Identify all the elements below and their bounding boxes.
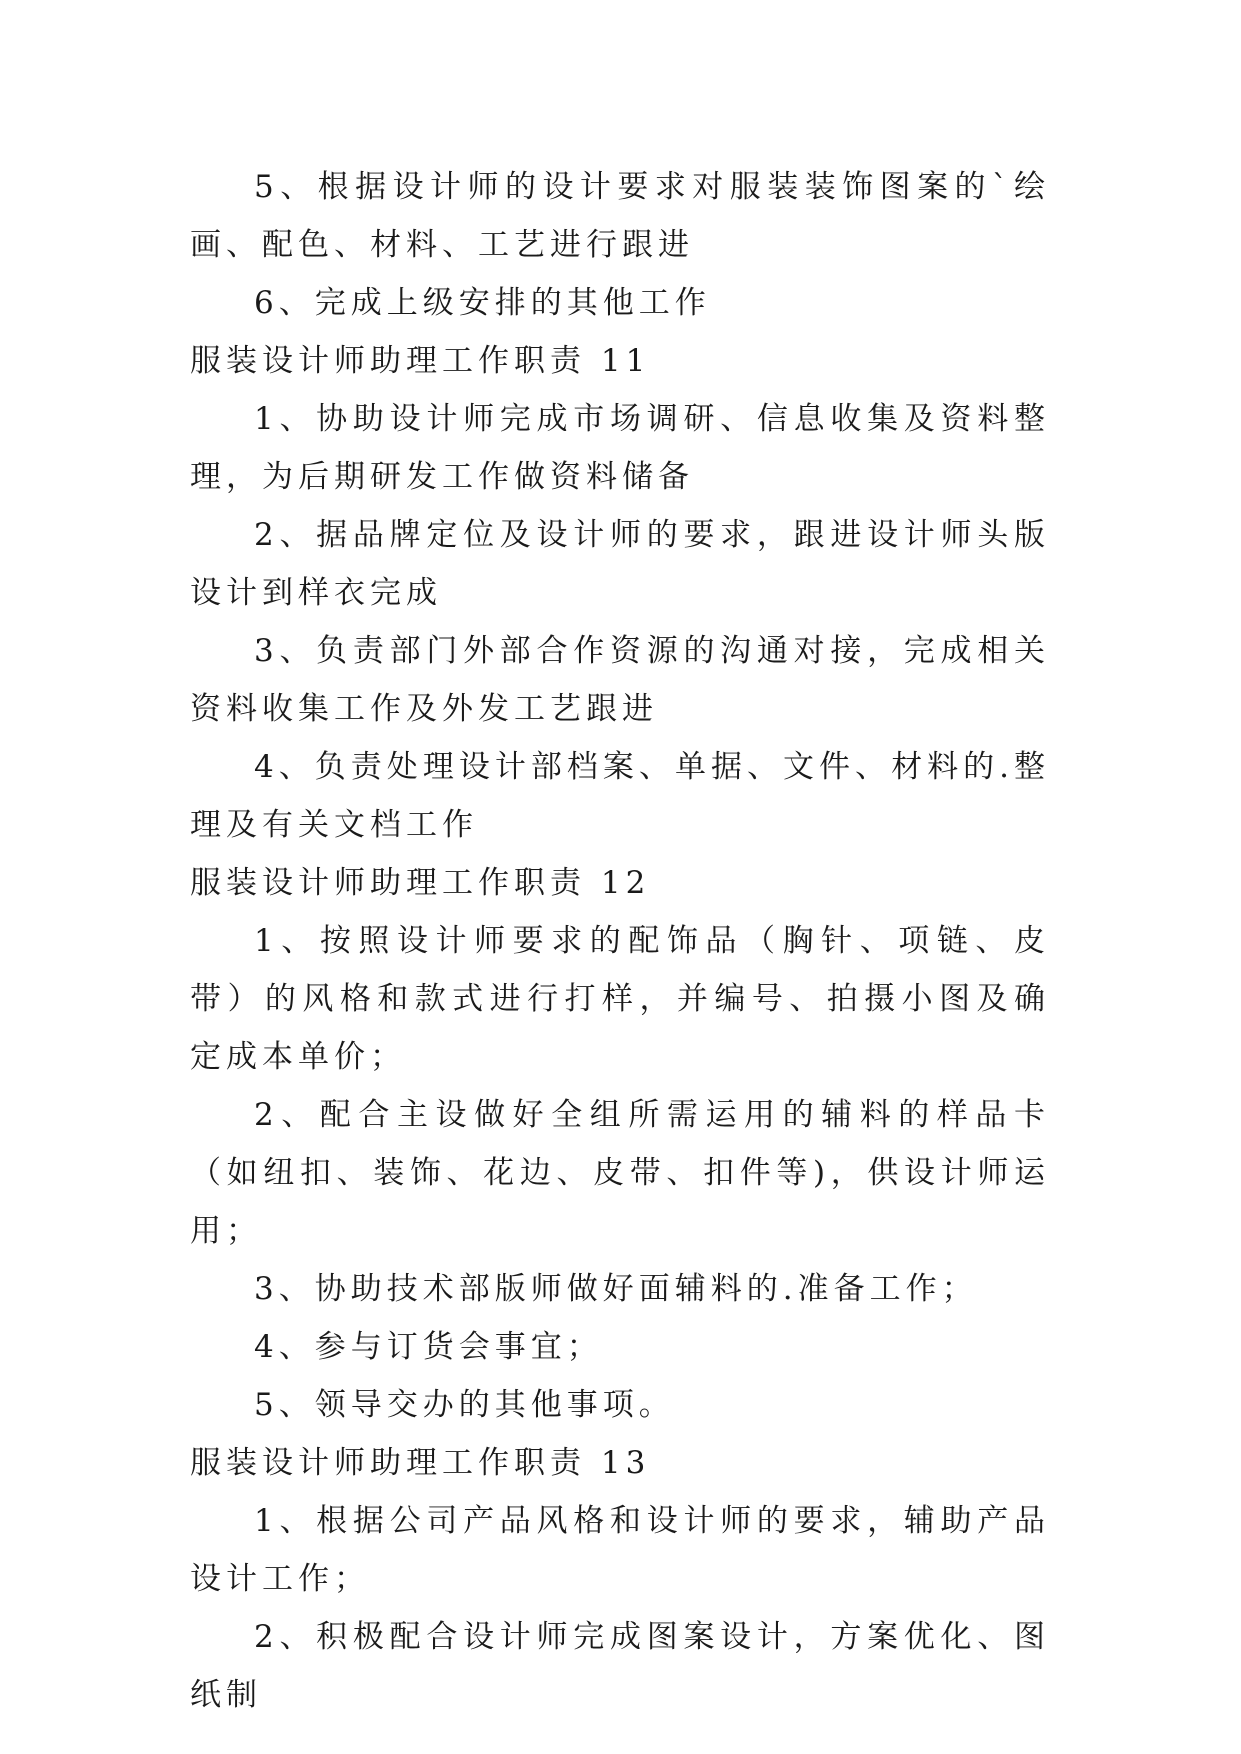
paragraph: 2、配合主设做好全组所需运用的辅料的样品卡（如纽扣、装饰、花边、皮带、扣件等)，供设计师运用； xyxy=(190,1097,1050,1249)
paragraph: 5、领导交办的其他事项。 xyxy=(254,1387,675,1423)
paragraph: 1、按照设计师要求的配饰品（胸针、项链、皮带）的风格和款式进行打样，并编号、拍摄小图及确定成本单价； xyxy=(190,923,1050,1075)
document-page xyxy=(190,158,1050,1724)
paragraph: 4、负责处理设计部档案、单据、文件、材料的.整理及有关文档工作 xyxy=(190,749,1050,843)
paragraph: 3、负责部门外部合作资源的沟通对接，完成相关资料收集工作及外发工艺跟进 xyxy=(190,633,1050,727)
section-heading: 服装设计师助理工作职责 12 xyxy=(190,865,651,901)
paragraph: 4、参与订货会事宜； xyxy=(254,1329,603,1365)
section-heading: 服装设计师助理工作职责 13 xyxy=(190,1445,651,1481)
paragraph: 1、协助设计师完成市场调研、信息收集及资料整理，为后期研发工作做资料储备 xyxy=(190,401,1050,495)
paragraph: 1、根据公司产品风格和设计师的要求，辅助产品设计工作； xyxy=(190,1503,1050,1597)
paragraph: 5、根据设计师的设计要求对服装装饰图案的`绘画、配色、材料、工艺进行跟进 xyxy=(190,169,1050,263)
section-heading: 服装设计师助理工作职责 11 xyxy=(190,343,651,379)
paragraph: 2、积极配合设计师完成图案设计，方案优化、图纸制 xyxy=(190,1619,1050,1713)
paragraph: 2、据品牌定位及设计师的要求，跟进设计师头版设计到样衣完成 xyxy=(190,517,1050,611)
paragraph: 6、完成上级安排的其他工作 xyxy=(254,285,711,321)
paragraph: 3、协助技术部版师做好面辅料的.准备工作； xyxy=(254,1271,978,1307)
